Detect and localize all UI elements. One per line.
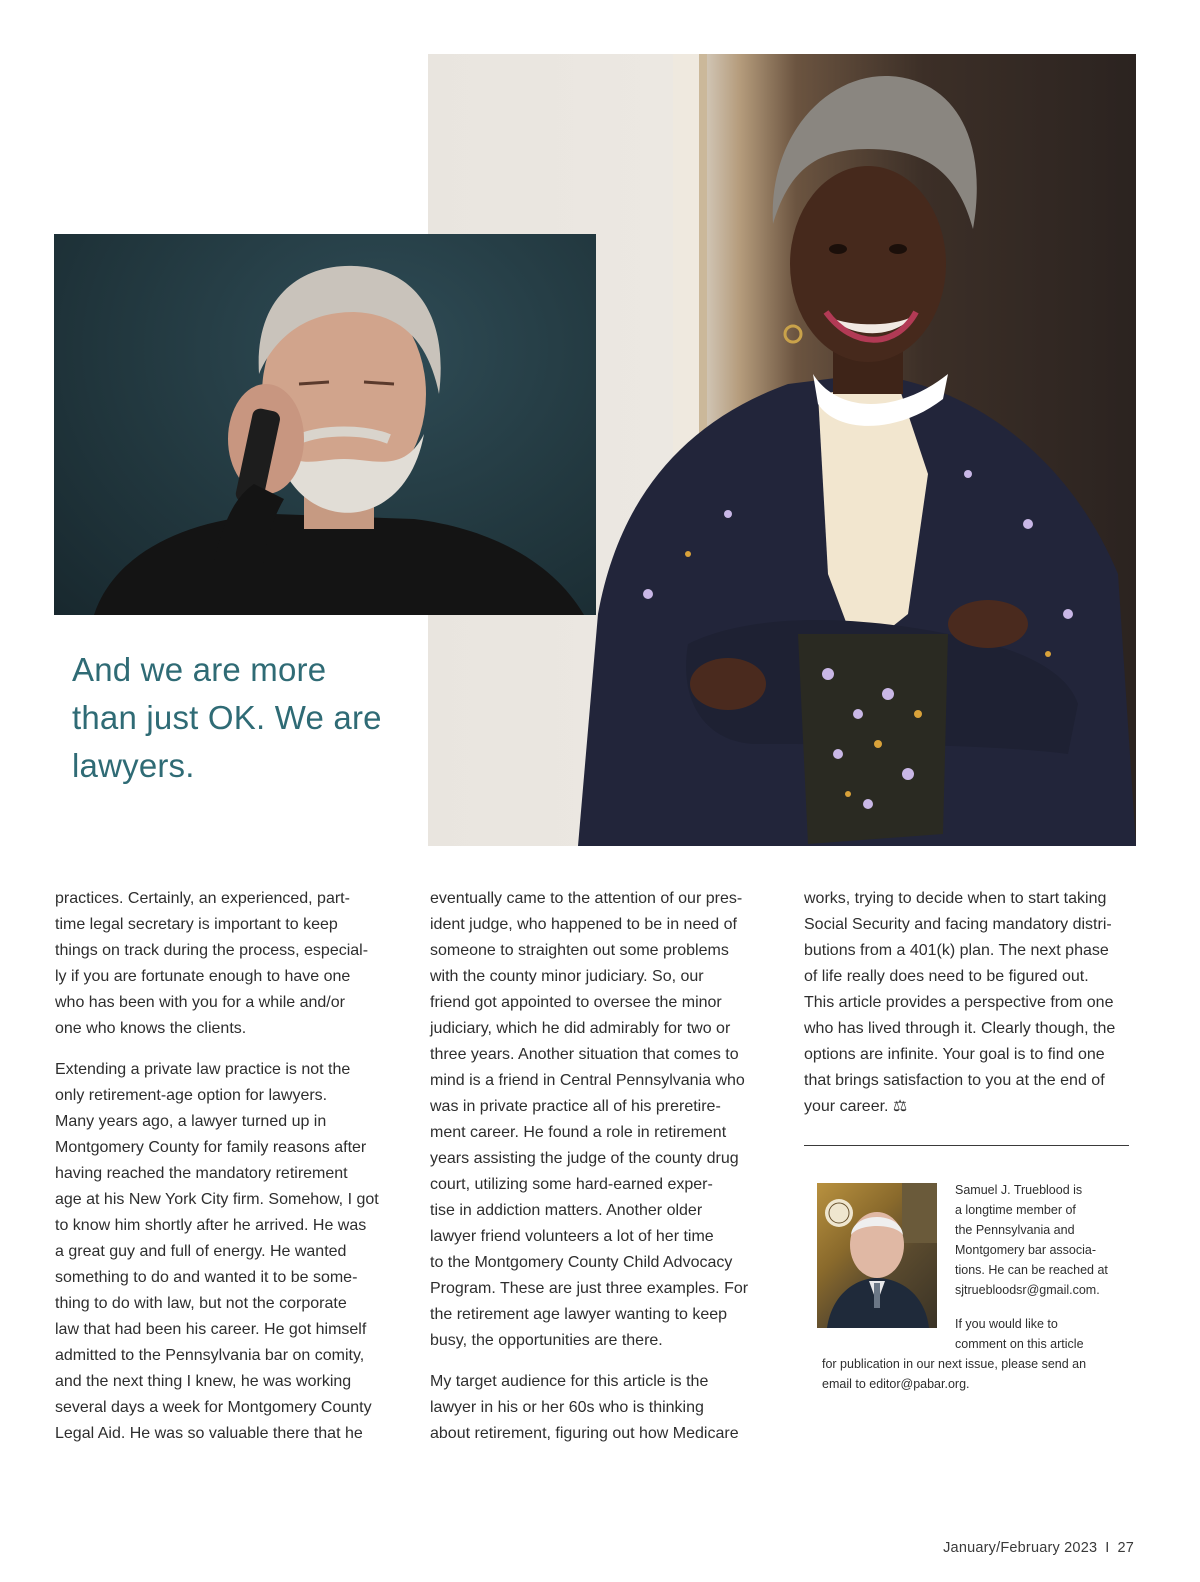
article-column-1: [55, 886, 400, 1462]
photo-man-on-phone: [54, 234, 596, 615]
paragraph: Extending a private law practice is not the only retirement-age option for lawyers. Many years ago, a lawyer turned up in Montgomery County for family reasons after having reached the mandatory retirement age at his New York City firm. Somehow, I got to know him shortly after he arrived. He was a great guy and full of energy. He wanted something to do and wanted it to be some- thing to do with law, but not the corporate law that had been his career. He got himself admitted to the Pennsylvania bar on comity, and the next thing I knew, he was working several days a week for Montgomery County Legal Aid. He was so valuable there that he: [55, 1061, 379, 1442]
comment-invitation: If you would like to comment on this article: [955, 1317, 1084, 1351]
paragraph: eventually came to the attention of our pres- ident judge, who happened to be in need of someone to straighten out some problems with the county minor judiciary. So, our friend got appointed to oversee the minor judiciary, which he did admirably for two or three years. Another situation that comes to mind is a friend in Central Pennsylvania who was in private practice all of his preretire- ment career. He found a role in retirement years assisting the judge of the county drug court, utilizing some hard-earned exper- tise in addiction matters. Another older lawyer friend volunteers a lot of her time to the Montgomery County Child Advocacy Program. These are just three examples. For the retirement age lawyer wanting to keep busy, the opportunities are there.: [430, 890, 749, 1349]
paragraph: works, trying to decide when to start taking Social Security and facing mandatory distri- butions from a 401(k) plan. The next phase of life really does need to be figured out. This article provides a perspective from one who has lived through it. Clearly though, the options are infinite. Your goal is to find one that brings satisfaction to you at the end of your career. ⚖: [804, 890, 1116, 1115]
page-footer: [943, 1540, 1134, 1556]
issue-date: January/February 2023: [943, 1540, 1098, 1556]
comment-invitation-continued: for publication in our next issue, please send an email to editor@pabar.org.: [822, 1357, 1087, 1391]
divider-rule: [804, 1145, 1129, 1146]
footer-separator: I: [1105, 1540, 1110, 1556]
paragraph: practices. Certainly, an experienced, part- time legal secretary is important to keep things on track during the process, especial- ly if you are fortunate enough to have one who has been with you for a while and/or one who knows the clients.: [55, 890, 369, 1037]
article-column-3: [804, 886, 1144, 1135]
author-photo: [817, 1183, 937, 1328]
paragraph: My target audience for this article is the lawyer in his or her 60s who is thinking about retirement, figuring out how Medicare: [430, 1373, 739, 1442]
page-number: 27: [1117, 1540, 1134, 1556]
article-column-2: [430, 886, 775, 1462]
pull-quote: And we are more than just OK. We are lawyers.: [72, 651, 382, 784]
author-bio: Samuel J. Trueblood is a longtime member of the Pennsylvania and Montgomery bar associa- tions. He can be reached at sjtruebloodsr@gmail.com.: [955, 1183, 1108, 1297]
